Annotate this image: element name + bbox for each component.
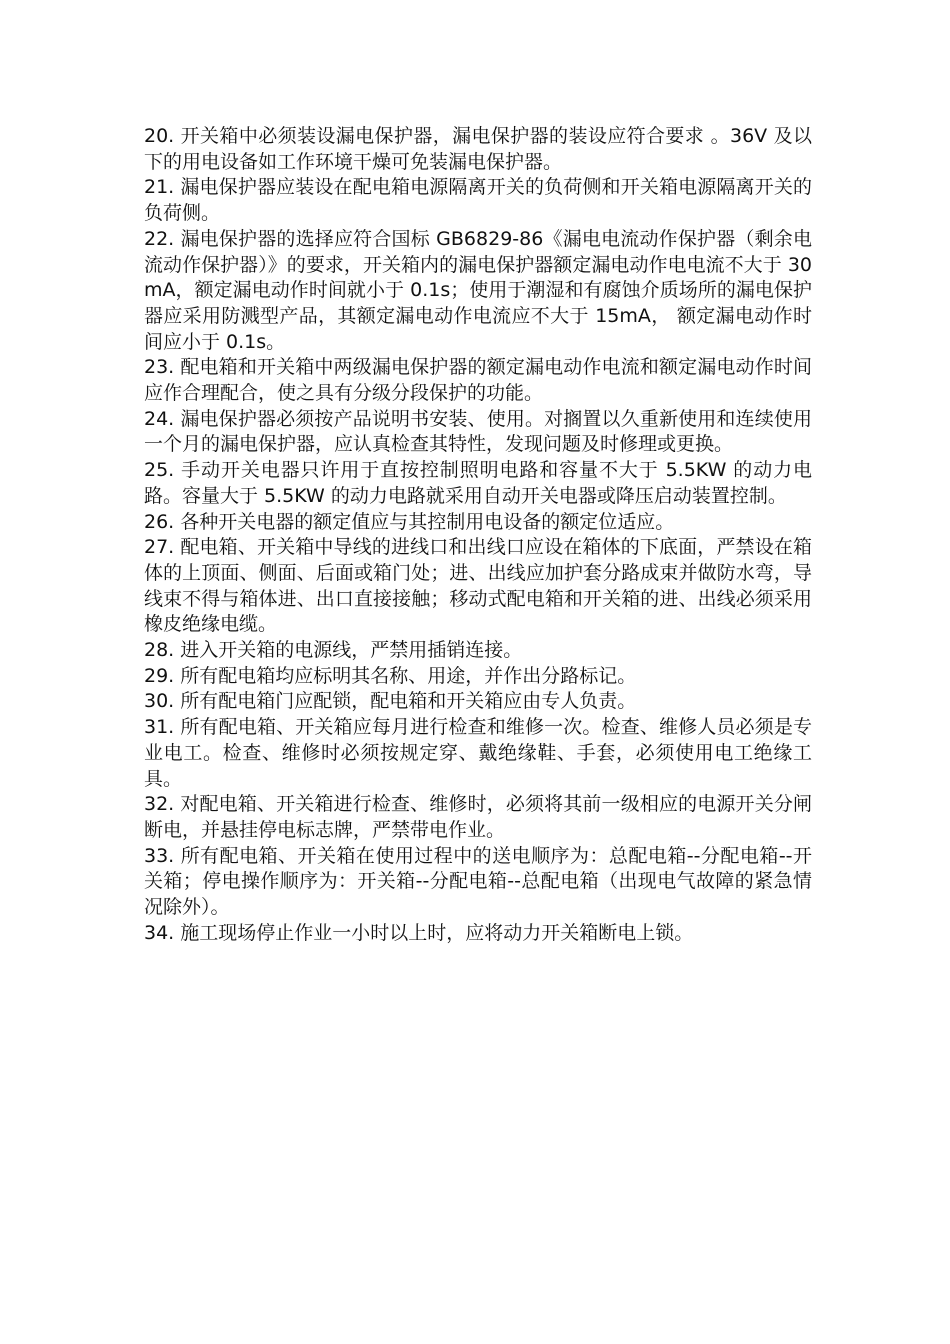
clause-21: 21. 漏电保护器应装设在配电箱电源隔离开关的负荷侧和开关箱电源隔离开关的负荷侧。 xyxy=(144,176,812,225)
clause-34: 34. 施工现场停止作业一小时以上时，应将动力开关箱断电上锁。 xyxy=(144,921,694,944)
clause-23: 23. 配电箱和开关箱中两级漏电保护器的额定漏电动作电流和额定漏电动作时间应作合理配合，使之具有分级分段保护的功能。 xyxy=(144,356,812,405)
document-body xyxy=(144,124,812,947)
clause-24: 24. 漏电保护器必须按产品说明书安装、使用。对搁置以久重新使用和连续使用一个月的漏电保护器，应认真检查其特性，发现问题及时修理或更换。 xyxy=(144,407,812,456)
clause-28: 28. 进入开关箱的电源线，严禁用插销连接。 xyxy=(144,639,523,662)
clause-25: 25. 手动开关电器只许用于直按控制照明电路和容量不大于 5.5KW 的动力电路。容量大于 5.5KW 的动力电路就采用自动开关电器或降压启动装置控制。 xyxy=(144,459,812,507)
clause-27: 27. 配电箱、开关箱中导线的进线口和出线口应设在箱体的下底面，严禁设在箱体的上顶面、侧面、后面或箱门处；进、出线应加护套分路成束并做防水弯，导线束不得与箱体进、出口直接接触；移动式配电箱和开关箱的进、出线必须采用橡皮绝缘电缆。 xyxy=(144,536,812,636)
clause-26: 26. 各种开关电器的额定值应与其控制用电设备的额定位适应。 xyxy=(144,510,675,533)
clause-22: 22. 漏电保护器的选择应符合国标 GB6829-86《漏电电流动作保护器（剩余电流动作保护器）》的要求，开关箱内的漏电保护器额定漏电动作电电流不大于 30mA，额定漏电动作时间就小于 0.1s；使用于潮湿和有腐蚀介质场所的漏电保护器应采用防溅型产品，其额定漏电动作电流应不大于 15mA， 额定漏电动作时间应小于 0.1s。 xyxy=(144,227,812,353)
clause-20: 20. 开关箱中必须装设漏电保护器，漏电保护器的装设应符合要求 。36V 及以下的用电设备如工作环境干燥可免装漏电保护器。 xyxy=(144,125,812,173)
clause-33: 33. 所有配电箱、开关箱在使用过程中的送电顺序为：总配电箱--分配电箱--开关箱；停电操作顺序为：开关箱--分配电箱--总配电箱（出现电气故障的紧急情况除外）。 xyxy=(144,844,812,919)
clause-32: 32. 对配电箱、开关箱进行检查、维修时，必须将其前一级相应的电源开关分闸断电，并悬挂停电标志牌，严禁带电作业。 xyxy=(144,793,812,841)
clause-30: 30. 所有配电箱门应配锁，配电箱和开关箱应由专人负责。 xyxy=(144,690,637,713)
clause-31: 31. 所有配电箱、开关箱应每月进行检查和维修一次。检查、维修人员必须是专业电工。检查、维修时必须按规定穿、戴绝缘鞋、手套，必须使用电工绝缘工具。 xyxy=(144,716,812,790)
clause-29: 29. 所有配电箱均应标明其名称、用途，并作出分路标记。 xyxy=(144,664,637,687)
